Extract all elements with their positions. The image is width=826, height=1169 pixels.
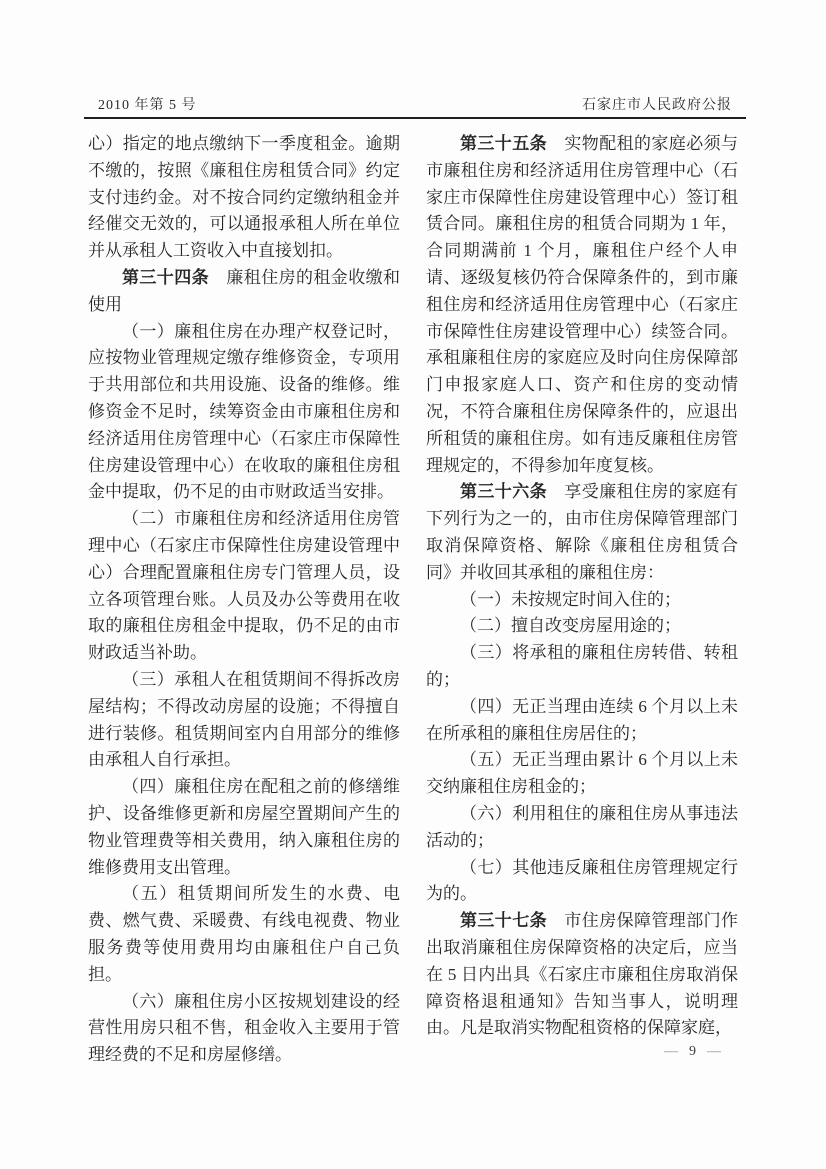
- para-article-36-item-2: [426, 613, 738, 640]
- article-37-number: 第三十七条: [460, 911, 547, 931]
- paragraph-text: （五）租赁期间所发生的水费、电费、燃气费、采暖费、有线电视费、物业服务费等使用费用均由廉租住户自己负担。: [88, 884, 400, 984]
- para-article-34: [88, 265, 400, 319]
- para-article-36-item-3: [426, 640, 738, 694]
- para-article-36-item-4: [426, 694, 738, 748]
- para-continuation: [88, 131, 400, 265]
- page-header: [98, 94, 732, 114]
- page-footer: [425, 1044, 721, 1060]
- header-publication-title: 石家庄市人民政府公报: [582, 98, 732, 113]
- para-article-34-item-4: [88, 774, 400, 881]
- page-body: [88, 131, 738, 1069]
- article-36-number: 第三十六条: [460, 482, 547, 502]
- para-article-34-item-5: [88, 881, 400, 988]
- paragraph-text: （四）无正当理由连续 6 个月以上未在所承租的廉租住房居住的；: [426, 696, 738, 743]
- para-article-34-item-2: [88, 506, 400, 667]
- paragraph-text: （三）将承租的廉租住房转借、转租的；: [426, 643, 738, 689]
- para-article-34-item-1: [88, 319, 400, 507]
- paragraph-text: （二）市廉租住房和经济适用住房管理中心（石家庄市保障性住房建设管理中心）合理配置廉租住房专门管理人员，设立各项管理台账。人员及办公等费用在收取的廉租住房租金中提取，仍不足的由市财政适当补助。: [88, 509, 400, 663]
- paragraph-text: （一）未按规定时间入住的；: [460, 589, 681, 609]
- paragraph-text: （三）承租人在租赁期间不得拆改房屋结构；不得改动房屋的设施；不得擅自进行装修。租赁期间室内自用部分的维修由承租人自行承担。: [88, 669, 400, 770]
- para-article-36: [426, 479, 738, 586]
- paragraph-text: （二）擅自改变房屋用途的；: [460, 616, 681, 636]
- paragraph-text: 实物配租的家庭必须与市廉租住房和经济适用住房管理中心（石家庄市保障性住房建设管理中心）签订租赁合同。廉租住房的租赁合同期为 1 年，合同期满前 1 个月，廉租住户经个人申请、逐级复核仍符合保障条件的，到市廉租住房和经济适用住房管理中心（石家庄市保障性住房建设管理中心）续签合同。承租廉租住房的家庭应及时向住房保障部门申报家庭人口、资产和住房的变动情况，不符合廉租住房保障条件的，应退出所租赁的廉租住房。如有违反廉租住房管理规定的，不得参加年度复核。: [426, 134, 738, 475]
- paragraph-text: 享受廉租住房的家庭有下列行为之一的，由市住房保障管理部门取消保障资格、解除《廉租住房租赁合同》并收回其承租的廉租住房：: [426, 482, 738, 582]
- header-divider-rule: [84, 117, 746, 119]
- right-column: [426, 131, 738, 1069]
- para-article-36-item-6: [426, 801, 738, 855]
- para-article-36-item-7: [426, 855, 738, 909]
- para-article-34-item-3: [88, 667, 400, 774]
- paragraph-text: （七）其他违反廉租住房管理规定行为的。: [426, 857, 738, 904]
- footer-dash-left: —: [664, 1044, 678, 1059]
- paragraph-text: （六）廉租住房小区按规划建设的经营性用房只租不售，租金收入主要用于管理经费的不足和房屋修缮。: [88, 991, 400, 1065]
- article-34-number: 第三十四条: [122, 267, 209, 287]
- paragraph-text: 市住房保障管理部门作出取消廉租住房保障资格的决定后，应当在 5 日内出具《石家庄市廉租住房取消保障资格退租通知》告知当事人，说明理由。凡是取消实物配租资格的保障家庭，: [426, 911, 738, 1038]
- header-issue-number: 2010 年第 5 号: [98, 98, 197, 113]
- paragraph-text: （一）廉租住房在办理产权登记时，应按物业管理规定缴存维修资金，专项用于共用部位和共用设施、设备的维修。维修资金不足时，续筹资金由市廉租住房和经济适用住房管理中心（石家庄市保障性住房建设管理中心）在收取的廉租住房租金中提取，仍不足的由市财政适当安排。: [88, 321, 400, 502]
- para-article-36-item-1: [426, 587, 738, 614]
- para-article-36-item-5: [426, 747, 738, 801]
- paragraph-text: 廉租住房的租金收缴和使用: [88, 267, 400, 314]
- para-article-37: [426, 908, 738, 1042]
- left-column: [88, 131, 400, 1069]
- article-35-number: 第三十五条: [460, 134, 547, 153]
- paragraph-text: 心）指定的地点缴纳下一季度租金。逾期不缴的，按照《廉租住房租赁合同》约定支付违约金。对不按合同约定缴纳租金并经催交无效的，可以通报承租人所在单位并从承租人工资收入中直接划扣。: [88, 134, 400, 261]
- paragraph-text: （五）无正当理由累计 6 个月以上未交纳廉租住房租金的；: [426, 750, 738, 797]
- para-article-35: [426, 131, 738, 479]
- para-article-34-item-6: [88, 989, 400, 1069]
- footer-dash-right: —: [707, 1044, 721, 1059]
- paragraph-text: （四）廉租住房在配租之前的修缮维护、设备维修更新和房屋空置期间产生的物业管理费等相关费用，纳入廉租住房的维修费用支出管理。: [88, 777, 400, 877]
- page-number: 9: [689, 1044, 696, 1059]
- paragraph-text: （六）利用租住的廉租住房从事违法活动的；: [426, 803, 738, 850]
